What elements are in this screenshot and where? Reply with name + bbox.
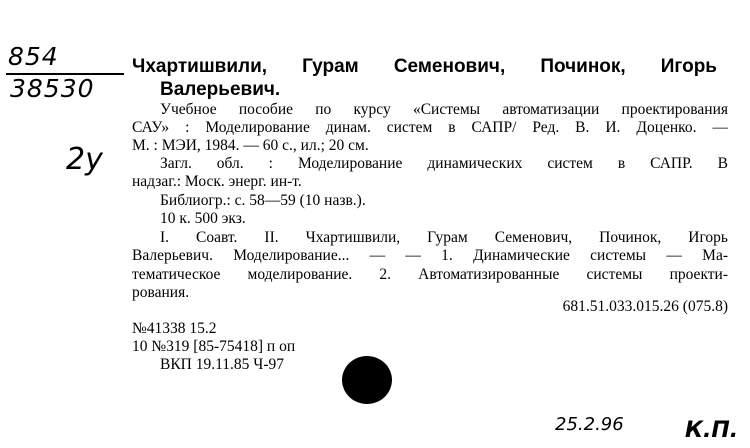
price-and-copies: 10 к. 500 экз. [160,210,246,227]
call-number-bottom: 38530 [10,74,95,103]
tracings-line-4: рования. [132,284,190,301]
imprint-line: М. : МЭИ, 1984. — 60 с., ил.; 20 см. [132,137,369,154]
handwritten-mark: 2у [66,142,103,177]
note-bibliography: Библиогр.: с. 58—59 (10 назв.). [160,192,366,209]
author-heading-continuation: Валерьевич. [160,79,281,100]
title-line-2: САУ» : Моделирование динам. систем в САПР/ Ред. В. И. Доценко. — [132,119,728,136]
ink-blot [342,356,392,404]
call-number-top: 854 [8,42,59,71]
udc-classification: 681.51.033.015.26 (075.8) [562,298,728,315]
author-heading: Чхартишвили, Гурам Семенович, Починок, Игорь [132,56,717,77]
handwritten-initials: К.П. [685,418,739,443]
note-institution: надзаг.: Моск. энерг. ин-т. [132,173,302,190]
handwritten-date: 25.2.96 [555,414,624,435]
stamp-line-1: №41338 15.2 [132,320,217,337]
stamp-line-2: 10 №319 [85-75418] п оп [132,338,296,355]
note-cover-title: Загл. обл. : Моделирование динамических систем в САПР. В [160,155,728,172]
stamp-line-3: ВКП 19.11.85 Ч-97 [160,356,285,373]
title-line-1: Учебное пособие по курсу «Системы автоматизации проектирования [160,101,728,118]
tracings-line-2: Валерьевич. Моделирование... — — 1. Динамические системы — Ма- [132,247,728,264]
tracings-line-3: тематическое моделирование. 2. Автоматизированные системы проекти- [132,266,728,283]
tracings-line-1: I. Соавт. II. Чхартишвили, Гурам Семенович, Починок, Игорь [160,229,728,246]
